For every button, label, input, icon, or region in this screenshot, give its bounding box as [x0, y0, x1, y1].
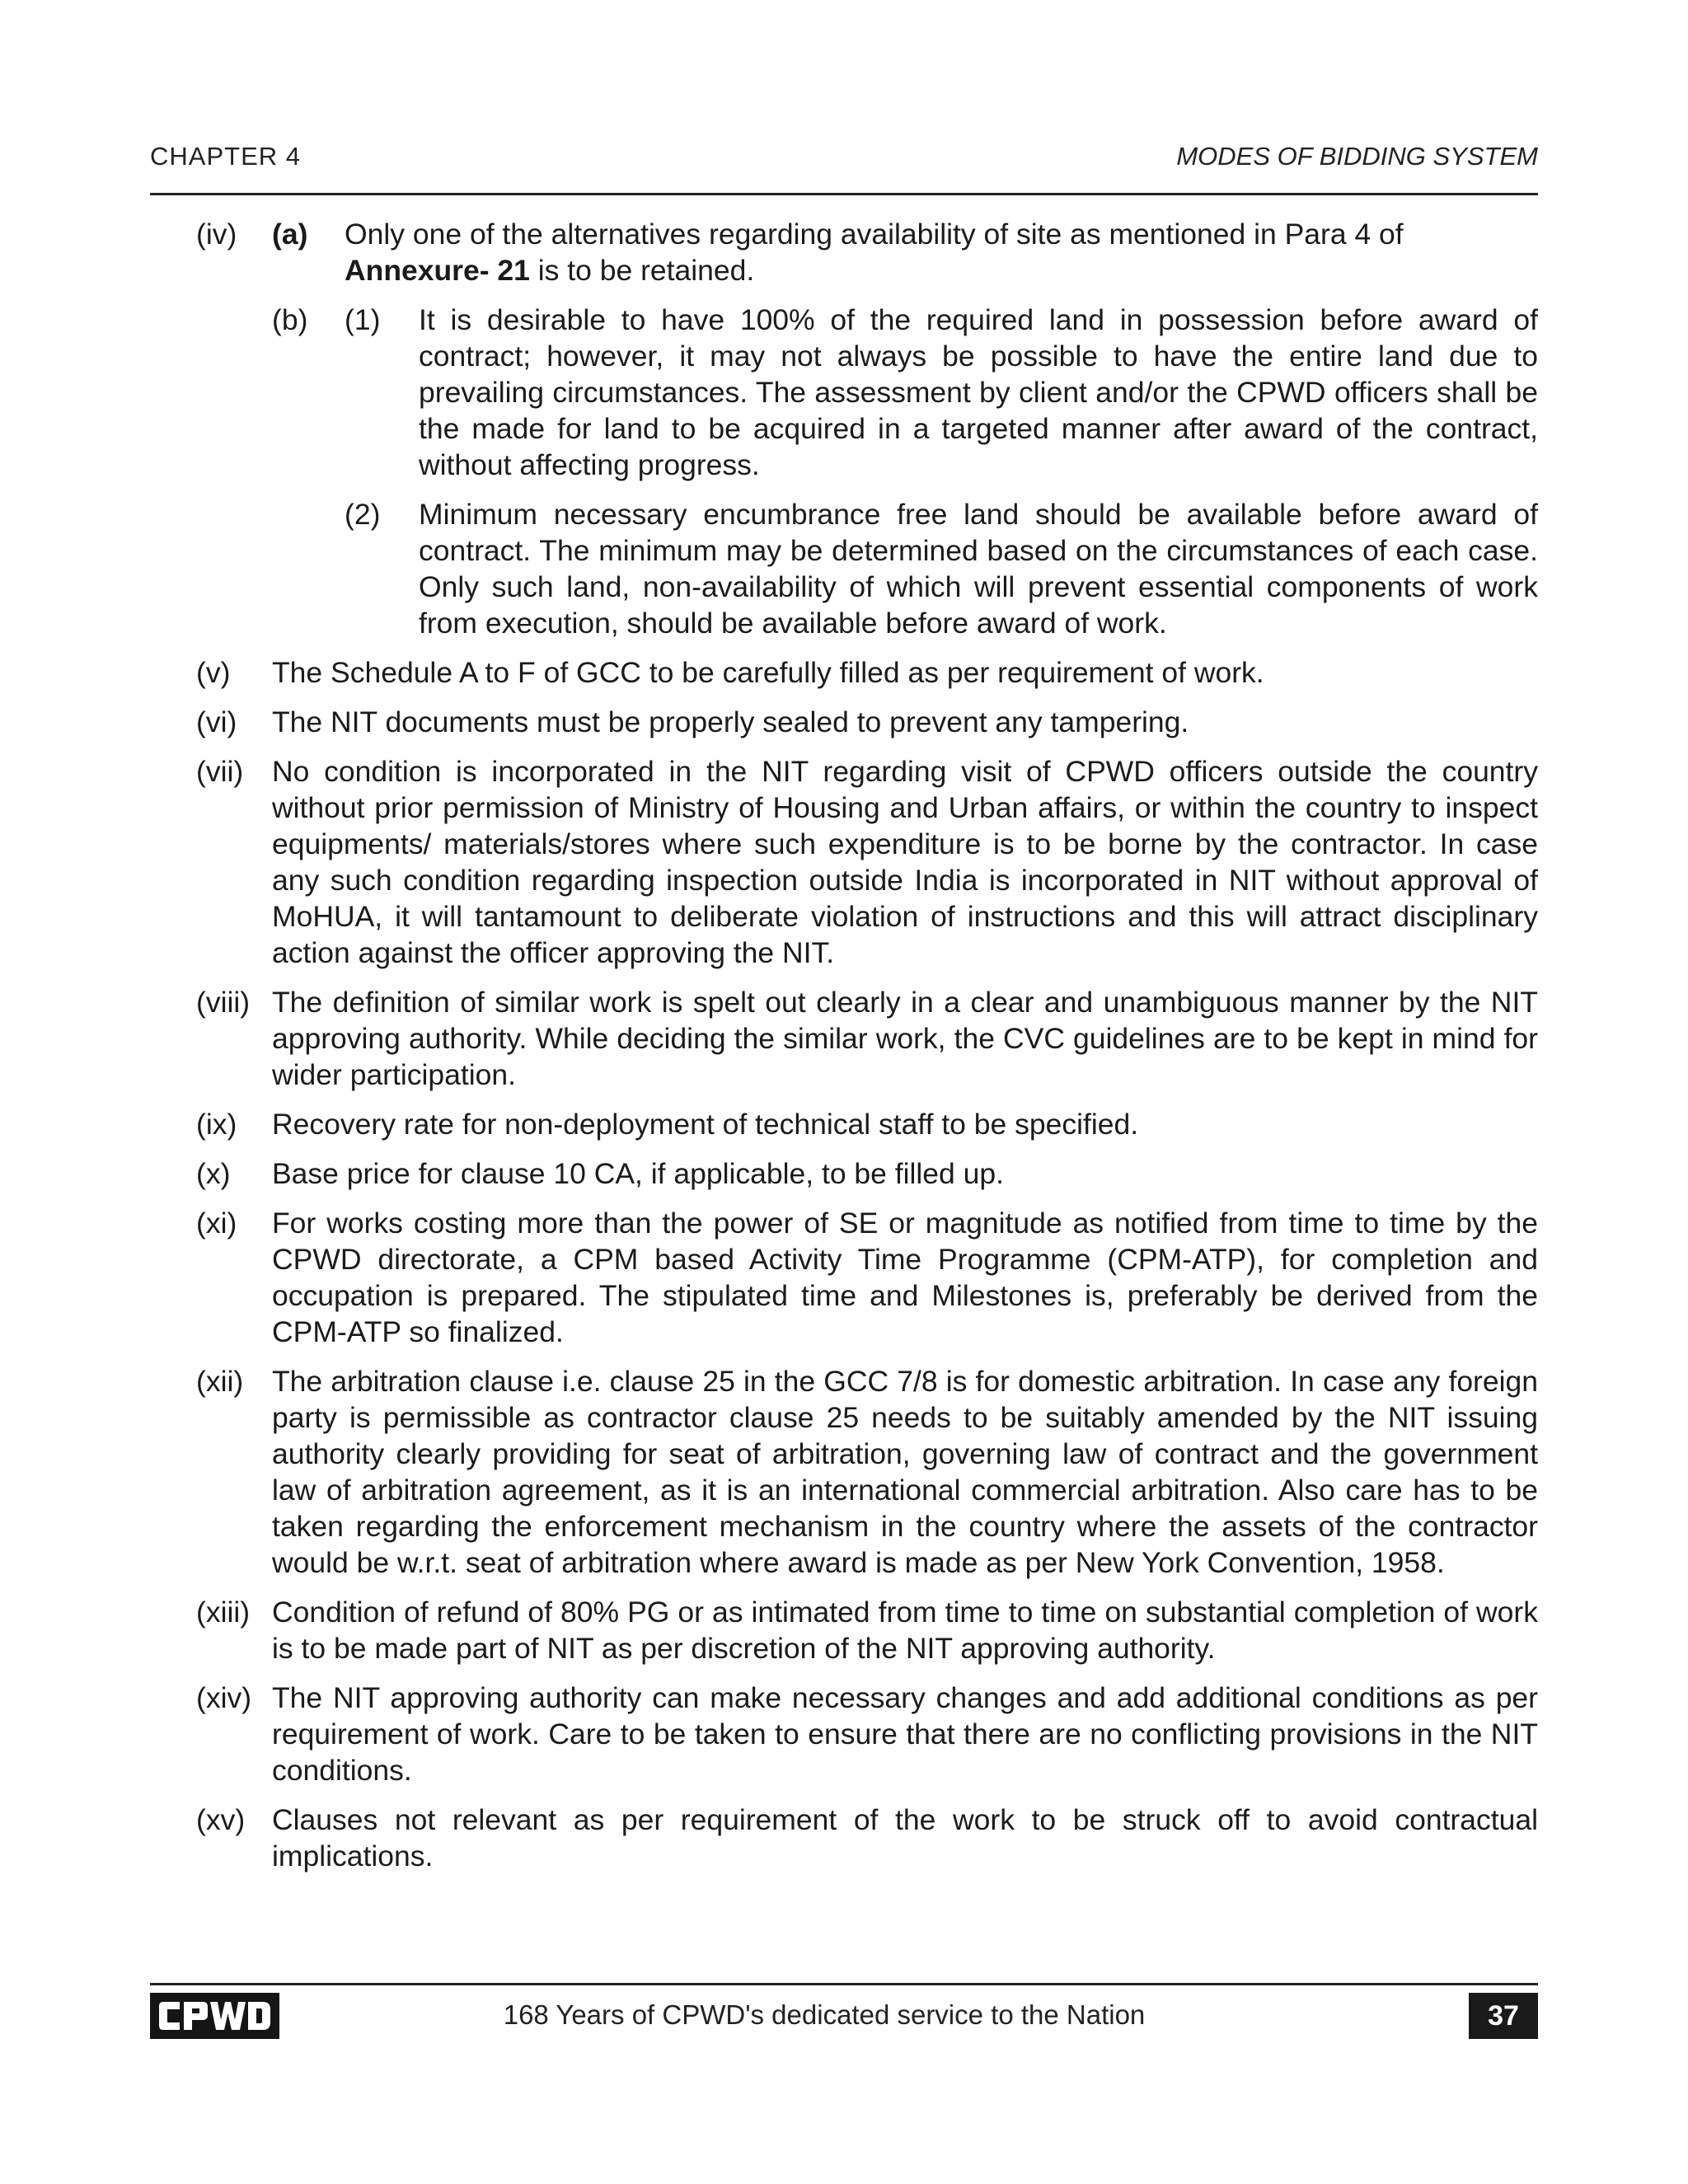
item-text: The NIT approving authority can make necessary changes and add additional conditions as per requirement of work. Care to be taken to ensure that there are no conflicting provisions in the NIT conditions. [272, 1681, 1538, 1787]
numbered-label: (1) [345, 303, 381, 336]
list-item-xi [150, 1205, 1538, 1350]
annexure-reference: Annexure- 21 [345, 254, 530, 287]
item-number: (xv) [196, 1803, 246, 1836]
sub-item-text-part: is to be retained. [529, 254, 755, 287]
numbered-text: Minimum necessary encumbrance free land should be available before award of contract. The minimum may be determined based on the circumstances of each case. Only such land, non-availability of which will prevent essential components of work from execution, should be available before award of work. [419, 498, 1538, 640]
list-item-x [150, 1155, 1538, 1192]
list-item-ix [150, 1106, 1538, 1142]
list-item-iv [150, 216, 1538, 288]
running-header [150, 142, 1538, 178]
list-item-iv-b2 [150, 496, 1538, 641]
list-item-viii [150, 984, 1538, 1093]
item-text: The NIT documents must be properly sealed to prevent any tampering. [272, 705, 1189, 738]
sub-item-text-part: Only one of the alternatives regarding availability of site as mentioned in Para 4 of [345, 218, 1404, 251]
item-number: (iv) [196, 218, 237, 251]
footer-rule [150, 1983, 1538, 1985]
item-text: For works costing more than the power of SE or magnitude as notified from time to time by the CPWD directorate, a CPM based Activity Time Programme (CPM-ATP), for completion and occupation is prepared. The stipulated time and Milestones is, preferably be derived from the CPM-ATP so finalized. [272, 1207, 1538, 1348]
list-item-xiv [150, 1680, 1538, 1788]
cpwd-logo [150, 1993, 279, 2039]
item-number: (xii) [196, 1365, 244, 1398]
body-text [150, 216, 1538, 1874]
item-number: (xiii) [196, 1596, 251, 1629]
item-text: Clauses not relevant as per requirement of the work to be struck off to avoid contractual implications. [272, 1803, 1538, 1872]
item-text: Base price for clause 10 CA, if applicable, to be filled up. [272, 1157, 1005, 1190]
item-number: (viii) [196, 986, 251, 1019]
list-item-xii [150, 1363, 1538, 1581]
sub-item-label: (a) [272, 218, 308, 251]
item-number: (xi) [196, 1207, 237, 1240]
list-item-xv [150, 1802, 1538, 1874]
numbered-label: (2) [345, 498, 381, 531]
numbered-text: It is desirable to have 100% of the required land in possession before award of contract; however, it may not always be possible to have the entire land due to prevailing circumstances. The assessment by client and/or the CPWD officers shall be the made for land to be acquired in a targeted manner after award of the contract, without affecting progress. [419, 303, 1538, 481]
section-title: MODES OF BIDDING SYSTEM [1176, 142, 1538, 171]
item-number: (v) [196, 656, 231, 689]
list-item-vi [150, 704, 1538, 740]
list-item-v [150, 654, 1538, 691]
header-rule [150, 193, 1538, 195]
sub-item-label: (b) [272, 303, 308, 336]
chapter-label: CHAPTER 4 [150, 142, 301, 171]
item-text: The definition of similar work is spelt out clearly in a clear and unambiguous manner by the NIT approving authority. While deciding the similar work, the CVC guidelines are to be kept in mind for wider participation. [272, 986, 1538, 1091]
item-number: (vii) [196, 755, 244, 788]
item-text: No condition is incorporated in the NIT regarding visit of CPWD officers outside the country without prior permission of Ministry of Housing and Urban affairs, or within the country to inspect equipments/ materials/stores where such expenditure is to be borne by the contractor. In case any such condition regarding inspection outside India is incorporated in NIT without approval of MoHUA, it will tantamount to deliberate violation of instructions and this will attract disciplinary action against the officer approving the NIT. [272, 755, 1538, 969]
list-item-iv-b1 [150, 302, 1538, 483]
list-item-xiii [150, 1594, 1538, 1666]
cpwd-logo-mark [155, 1997, 274, 2035]
footer-tagline: 168 Years of CPWD's dedicated service to the Nation [503, 1999, 1146, 2030]
item-text: Recovery rate for non-deployment of technical staff to be specified. [272, 1108, 1139, 1141]
list-item-vii [150, 753, 1538, 971]
item-number: (ix) [196, 1108, 237, 1141]
item-text: The arbitration clause i.e. clause 25 in the GCC 7/8 is for domestic arbitration. In case any foreign party is permissible as contractor clause 25 needs to be suitably amended by the NIT issuing authority clearly providing for seat of arbitration, governing law of contract and the government law of arbitration agreement, as it is an international commercial arbitration. Also care has to be taken regarding the enforcement mechanism in the country where the assets of the contractor would be w.r.t. seat of arbitration where award is made as per New York Convention, 1958. [272, 1365, 1538, 1579]
page-number: 37 [1469, 1993, 1538, 2039]
item-number: (vi) [196, 705, 237, 738]
item-number: (x) [196, 1157, 231, 1190]
item-text: The Schedule A to F of GCC to be carefully filled as per requirement of work. [272, 656, 1264, 689]
sub-item-text [150, 216, 1538, 288]
item-number: (xiv) [196, 1681, 252, 1714]
item-text: Condition of refund of 80% PG or as intimated from time to time on substantial completion of work is to be made part of NIT as per discretion of the NIT approving authority. [272, 1596, 1538, 1665]
